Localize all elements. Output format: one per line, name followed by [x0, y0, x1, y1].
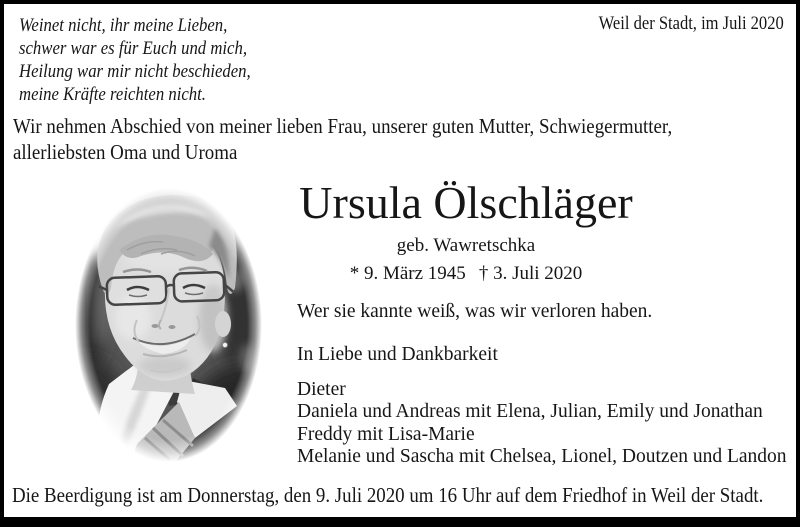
- portrait-photo-graphic: [75, 188, 262, 462]
- maiden-name: geb. Wawretschka: [396, 235, 536, 256]
- mourners-list: [297, 379, 787, 469]
- funeral-info: Die Beerdigung ist am Donnerstag, den 9. Juli 2020 um 16 Uhr auf dem Friedhof in Weil der Stadt.: [12, 483, 764, 507]
- epigraph-line: meine Kräfte reichten nicht.: [19, 84, 206, 105]
- intro-line: allerliebsten Oma und Uroma: [13, 140, 238, 164]
- mourner-line: Daniela und Andreas mit Elena, Julian, Emily und Jonathan: [297, 401, 763, 423]
- epigraph-line: schwer war es für Euch und mich,: [19, 38, 248, 59]
- epigraph-line: Heilung war mir nicht beschieden,: [19, 61, 251, 82]
- intro-paragraph: [13, 113, 672, 165]
- deceased-name: Ursula Ölschläger: [299, 177, 633, 228]
- portrait-photo: [75, 188, 262, 462]
- place-dateline: Weil der Stadt, im Juli 2020: [598, 13, 784, 34]
- closing-line: In Liebe und Dankbarkeit: [297, 344, 498, 365]
- death-date: † 3. Juli 2020: [478, 263, 583, 284]
- tribute-line: Wer sie kannte weiß, was wir verloren haben.: [297, 301, 653, 322]
- mourner-line: Melanie und Sascha mit Chelsea, Lionel, Doutzen und Landon: [297, 446, 787, 468]
- epigraph-line: Weinet nicht, ihr meine Lieben,: [19, 15, 228, 36]
- life-dates: [294, 263, 638, 285]
- birth-date: * 9. März 1945: [349, 263, 466, 284]
- intro-line: Wir nehmen Abschied von meiner lieben Frau, unserer guten Mutter, Schwiegermutter,: [13, 114, 673, 138]
- mourner-line: Dieter: [297, 379, 346, 400]
- epigraph-poem: [19, 14, 251, 106]
- mourner-line: Freddy mit Lisa-Marie: [297, 423, 475, 445]
